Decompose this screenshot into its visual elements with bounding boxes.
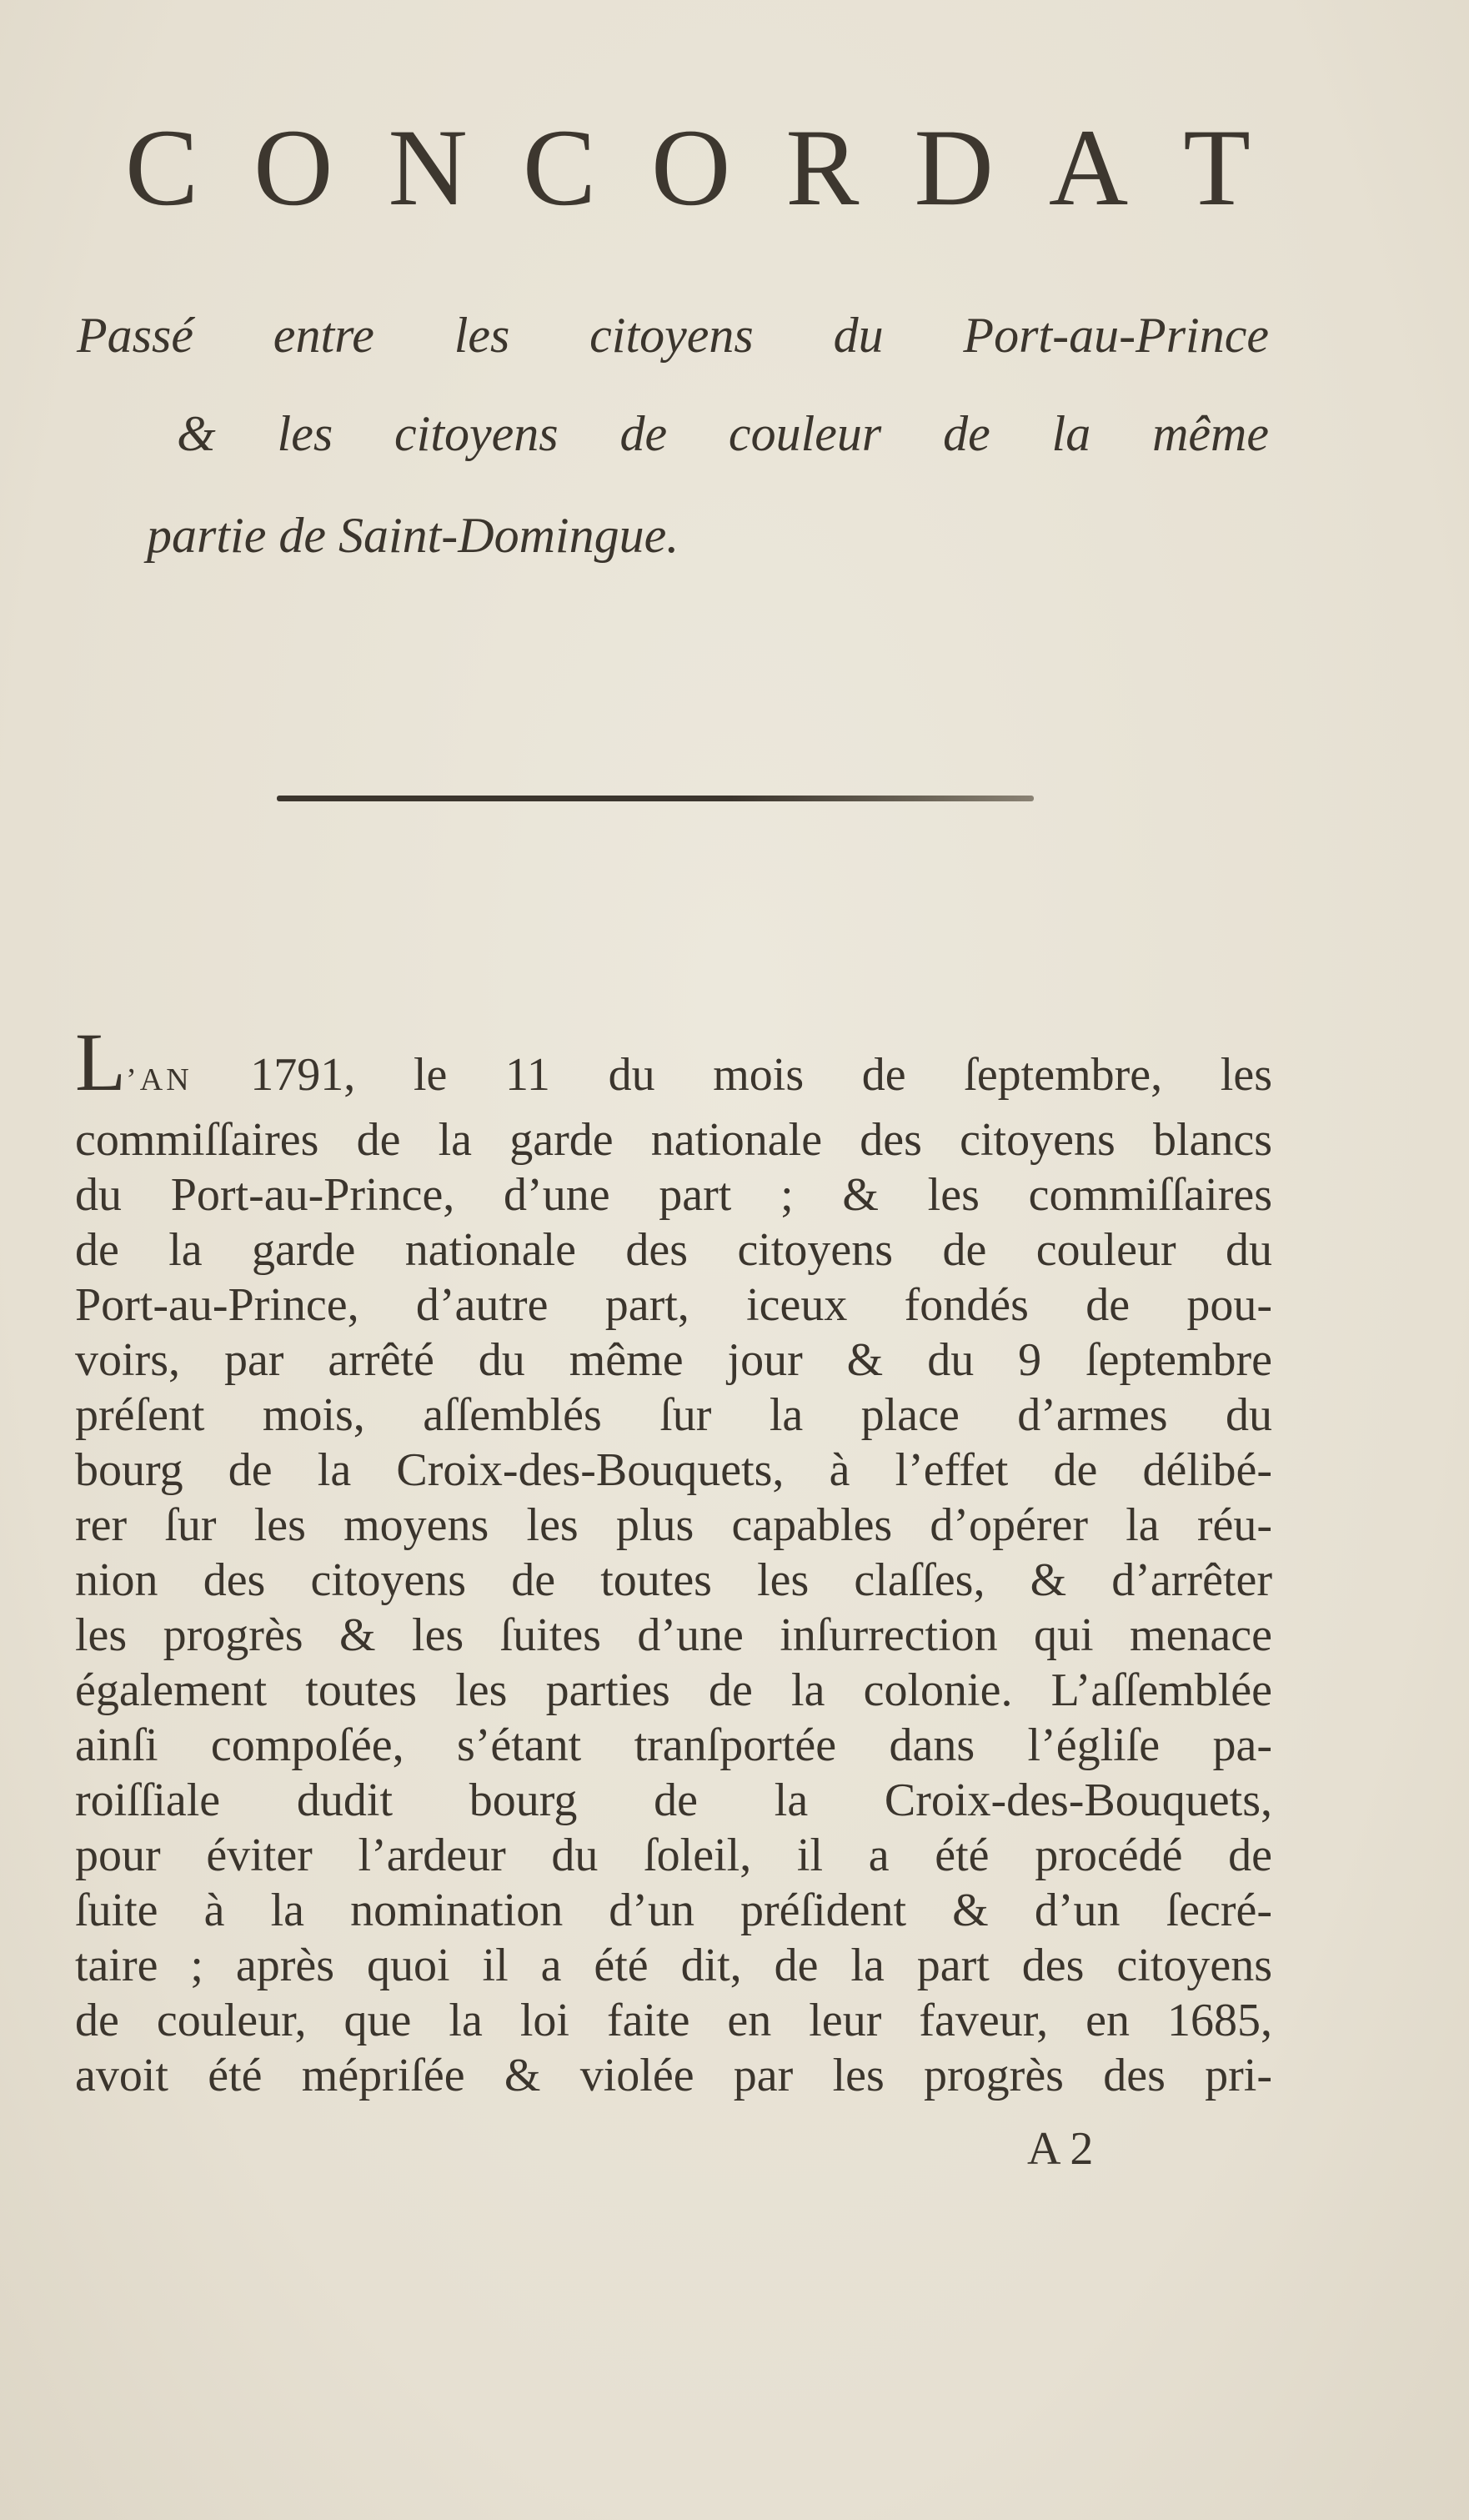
body-line: avoit été mépriſée & violée par les progrès des pri-: [75, 2050, 1272, 2101]
title-letter: A: [1048, 106, 1129, 228]
divider-rule: [277, 796, 1034, 801]
body-line: du Port-au-Prince, d’une part ; & les commiſſaires: [75, 1169, 1272, 1221]
title-letter: C: [522, 106, 596, 228]
title-letter: R: [785, 106, 860, 228]
body-line: de la garde nationale des citoyens de couleur du: [75, 1224, 1272, 1276]
body-line: commiſſaires de la garde nationale des citoyens blancs: [75, 1114, 1272, 1166]
body-line: également toutes les parties de la colonie. L’aſſemblée: [75, 1664, 1272, 1716]
subtitle-line: Passé entre les citoyens du Port-au-Prince: [77, 308, 1269, 363]
subtitle-line: & les citoyens de couleur de la même: [177, 406, 1269, 461]
body-line: ainſi compoſée, s’étant tranſportée dans l’égliſe pa-: [75, 1719, 1272, 1771]
small-caps: ’AN: [126, 1062, 193, 1097]
body-line: bourg de la Croix-des-Bouquets, à l’effet de délibé-: [75, 1444, 1272, 1496]
body-line: taire ; après quoi il a été dit, de la part des citoyens: [75, 1940, 1272, 1991]
body-line: préſent mois, aſſemblés ſur la place d’armes du: [75, 1389, 1272, 1441]
title-letter: N: [388, 106, 468, 228]
page-title: [125, 106, 1251, 228]
body-line: nion des citoyens de toutes les claſſes, & d’arrêter: [75, 1554, 1272, 1606]
title-letter: T: [1183, 106, 1251, 228]
signature-mark: A 2: [1027, 2123, 1094, 2175]
drop-cap: L: [75, 1016, 127, 1108]
title-letter: O: [253, 106, 333, 228]
body-line: voirs, par arrêté du même jour & du 9 ſeptembre: [75, 1334, 1272, 1386]
body-line: de couleur, que la loi faite en leur faveur, en 1685,: [75, 1995, 1272, 2046]
body-line: pour éviter l’ardeur du ſoleil, il a été procédé de: [75, 1830, 1272, 1881]
title-letter: C: [125, 106, 199, 228]
body-line: [75, 1012, 1272, 1112]
body-line: les progrès & les ſuites d’une inſurrection qui menace: [75, 1609, 1272, 1661]
body-line: roiſſiale dudit bourg de la Croix-des-Bouquets,: [75, 1775, 1272, 1826]
body-line: ſuite à la nomination d’un préſident & d’un ſecré-: [75, 1885, 1272, 1936]
body-line: rer ſur les moyens les plus capables d’opérer la réu-: [75, 1499, 1272, 1551]
title-letter: O: [651, 106, 731, 228]
first-line-text: 1791, le 11 du mois de ſeptembre, les: [250, 1049, 1273, 1101]
subtitle-line: partie de Saint-Domingue.: [147, 508, 679, 563]
title-letter: D: [914, 106, 994, 228]
body-text: [75, 1012, 1272, 2103]
body-line: Port-au-Prince, d’autre part, iceux fondés de pou-: [75, 1279, 1272, 1331]
